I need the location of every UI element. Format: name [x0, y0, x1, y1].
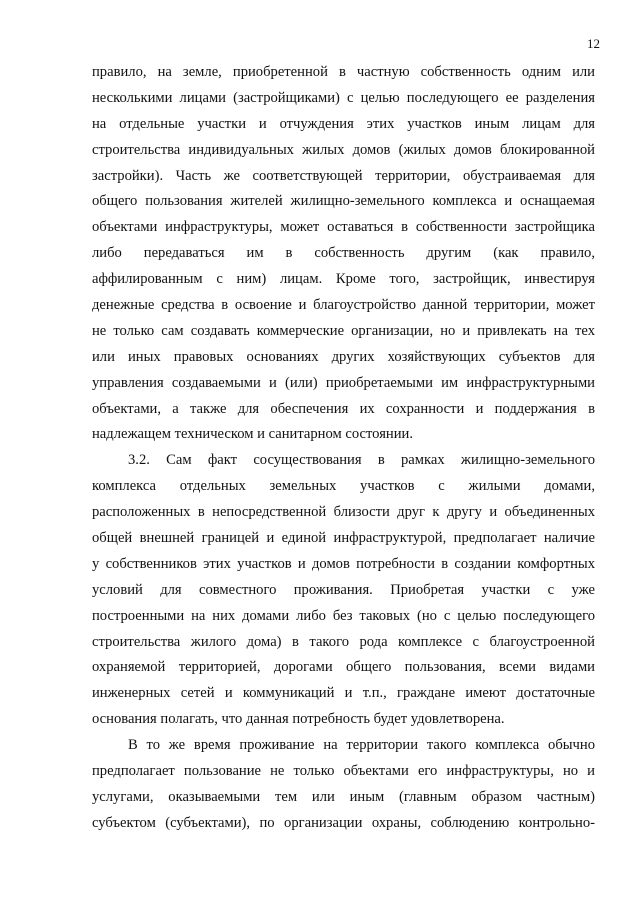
paragraph-last-line: надлежащем техническом и санитарном состоянии.	[92, 426, 413, 443]
paragraph-last-line: основания полагать, что данная потребность будет удовлетворена.	[92, 711, 505, 728]
text-line: предполагает пользование не только объектами его инфраструктуры, но и	[92, 763, 595, 780]
text-line: расположенных в непосредственной близости друг к другу и объединенных	[92, 504, 595, 521]
text-line: строительства индивидуальных жилых домов (жилых домов блокированной	[92, 141, 595, 158]
paragraph-first-line: 3.2. Сам факт сосуществования в рамках жилищно-земельного	[128, 452, 595, 469]
text-line: объектами, а также для обеспечения их сохранности и поддержания в	[92, 400, 595, 417]
text-line: комплекса отдельных земельных участков с жилыми домами,	[92, 478, 595, 495]
text-line: услугами, оказываемыми тем или иным (главным образом частным)	[92, 788, 595, 805]
text-line: субъектом (субъектами), по организации охраны, соблюдению контрольно-	[92, 814, 595, 831]
text-line: на отдельные участки и отчуждения этих участков иным лицам для	[92, 115, 595, 132]
text-line: либо передаваться им в собственность другим (как правило,	[92, 245, 595, 262]
text-line: аффилированным с ним) лицам. Кроме того, застройщик, инвестируя	[92, 271, 595, 288]
text-line: денежные средства в освоение и благоустройство данной территории, может	[92, 297, 595, 314]
text-line: общего пользования жителей жилищно-земельного комплекса и оснащаемая	[92, 193, 595, 210]
text-line: не только сам создавать коммерческие организации, но и привлекать на тех	[92, 322, 595, 339]
text-line: строительства жилого дома) в такого рода комплексе с благоустроенной	[92, 633, 595, 650]
text-line: построенными на них домами либо без таковых (но с целью последующего	[92, 607, 595, 624]
page-number: 12	[587, 36, 600, 51]
text-line: условий для совместного проживания. Приобретая участки с уже	[92, 581, 595, 598]
text-line: охраняемой территорией, дорогами общего пользования, всеми видами	[92, 659, 595, 676]
text-line: управления создаваемыми и (или) приобретаемыми им инфраструктурными	[92, 374, 595, 391]
text-line: у собственников этих участков и домов потребности в создании комфортных	[92, 555, 595, 572]
text-line: объектами инфраструктуры, может оставаться в собственности застройщика	[92, 219, 595, 236]
text-line: общей внешней границей и единой инфраструктурой, предполагает наличие	[92, 530, 595, 547]
text-line: правило, на земле, приобретенной в частную собственность одним или	[92, 64, 595, 80]
paragraph-first-line: В то же время проживание на территории такого комплекса обычно	[128, 737, 595, 754]
text-line: застройки). Часть же соответствующей территории, обустраиваемая для	[92, 167, 595, 184]
text-line: инженерных сетей и коммуникаций и т.п., граждане имеют достаточные	[92, 685, 595, 702]
text-line: или иных правовых основаниях других хозяйствующих субъектов для	[92, 348, 595, 365]
body-text	[92, 60, 595, 837]
text-line: несколькими лицами (застройщиками) с целью последующего ее разделения	[92, 89, 595, 106]
